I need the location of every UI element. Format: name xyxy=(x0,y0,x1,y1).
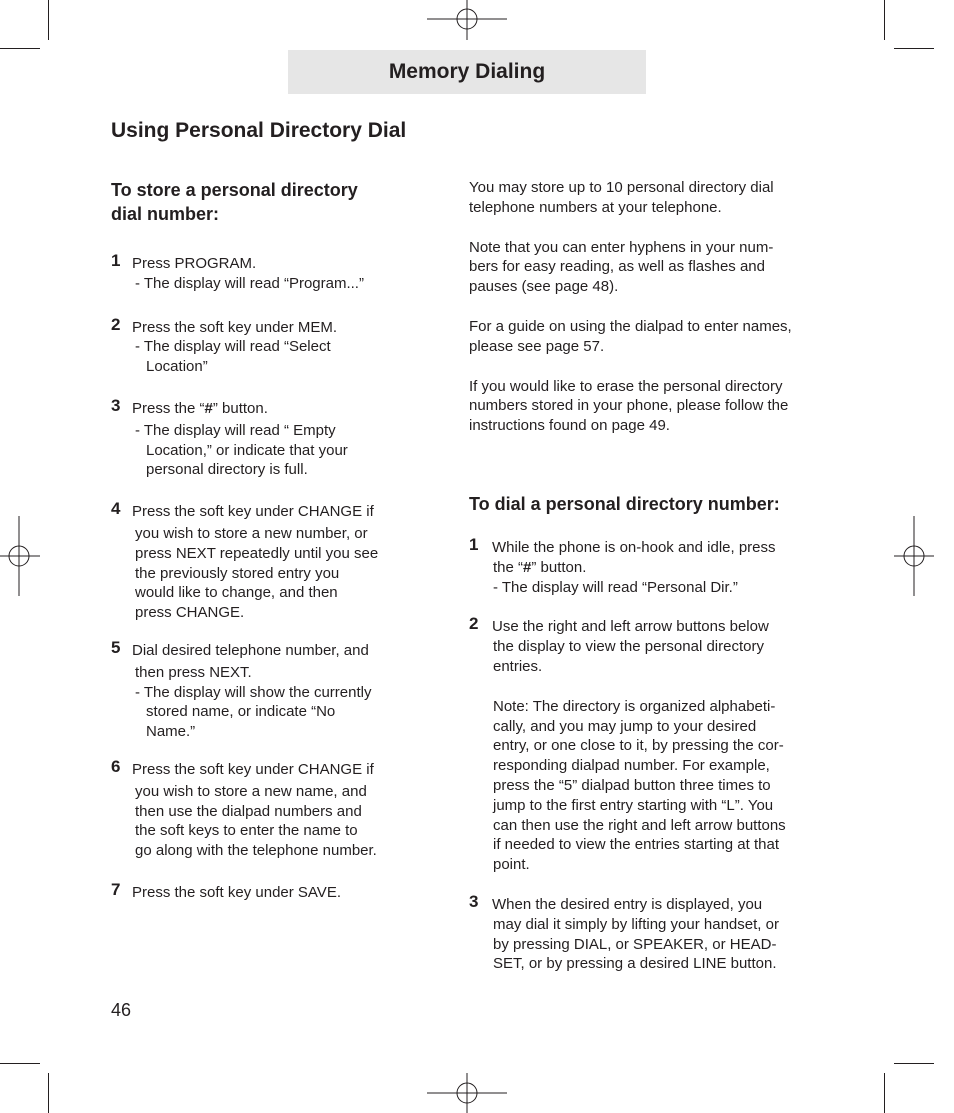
step-number: 5 xyxy=(111,637,121,657)
step-continuation xyxy=(111,524,411,623)
step-text: Dial desired telephone number, and xyxy=(132,641,369,659)
crop-mark xyxy=(894,1063,934,1064)
step-text-part: ” button. xyxy=(531,558,587,576)
para-line: bers for easy reading, as well as flashes and xyxy=(469,258,765,276)
note-line: responding dialpad number. For example, xyxy=(493,757,770,775)
step-note xyxy=(111,274,411,294)
page-title: Memory Dialing xyxy=(388,60,546,83)
step-line: the previously stored entry you xyxy=(135,564,340,582)
step-note-line: stored name, or indicate “No xyxy=(146,703,336,721)
step-line: go along with the telephone number. xyxy=(135,842,377,860)
step-note xyxy=(111,683,411,742)
dial-step-1 xyxy=(469,534,823,597)
step-number: 1 xyxy=(469,534,479,554)
store-step-3 xyxy=(111,395,411,480)
para-line: You may store up to 10 personal directory dial xyxy=(469,179,774,196)
step-line: SET, or by pressing a desired LINE button. xyxy=(493,955,777,973)
step-text: When the desired entry is displayed, you xyxy=(492,895,763,913)
step-line: you wish to store a new name, and xyxy=(135,782,367,800)
crop-mark xyxy=(48,0,49,40)
step-text: Press the soft key under CHANGE if xyxy=(132,503,374,521)
step-text-part: the “ xyxy=(493,558,524,576)
step-continuation xyxy=(469,558,823,598)
step-continuation xyxy=(469,915,823,974)
hash-key-label: # xyxy=(204,399,213,417)
store-instructions xyxy=(111,178,411,903)
hash-key-label: # xyxy=(523,558,532,576)
step-text: Press the soft key under SAVE. xyxy=(132,883,341,901)
step-text: While the phone is on-hook and idle, press xyxy=(492,538,776,556)
step-line: the display to view the personal directory xyxy=(493,638,764,656)
note-line: can then use the right and left arrow buttons xyxy=(493,816,786,834)
store-heading-line: To store a personal directory xyxy=(111,180,358,200)
crop-mark xyxy=(0,48,40,49)
note-line: Note: The directory is organized alphabeti- xyxy=(493,697,776,715)
para-line: For a guide on using the dialpad to enter names, xyxy=(469,317,792,335)
intro-paragraph xyxy=(469,178,823,218)
alphabetical-note xyxy=(469,697,823,875)
para-line: numbers stored in your phone, please follow the xyxy=(469,397,789,415)
note-line: press the “5” dialpad button three times to xyxy=(493,776,771,794)
step-line: then press NEXT. xyxy=(135,663,252,681)
note-line: cally, and you may jump to your desired xyxy=(493,717,757,735)
step-text-part: Press the “ xyxy=(132,399,205,417)
step-line: press CHANGE. xyxy=(135,604,245,622)
step-number: 2 xyxy=(469,614,479,634)
step-text-part: ” button. xyxy=(212,399,268,417)
step-line: entries. xyxy=(493,657,543,675)
step-number: 7 xyxy=(111,879,121,899)
step-note xyxy=(111,337,411,377)
erase-note xyxy=(469,377,823,436)
step-line: press NEXT repeatedly until you see xyxy=(135,544,379,562)
step-note-line: - The display will show the currently xyxy=(135,683,372,701)
step-line xyxy=(493,558,823,578)
store-step-4 xyxy=(111,499,411,623)
step-line: you wish to store a new number, or xyxy=(135,524,368,542)
intro-and-dial-instructions xyxy=(469,178,823,974)
store-step-2 xyxy=(111,314,411,377)
step-number: 3 xyxy=(111,395,121,415)
page-number: 46 xyxy=(111,1000,132,1020)
step-note-line: personal directory is full. xyxy=(146,461,308,479)
note-line: jump to the first entry starting with “L”. You xyxy=(493,796,774,814)
step-text: Use the right and left arrow buttons below xyxy=(492,618,769,636)
dial-heading: To dial a personal directory number: xyxy=(469,493,780,514)
store-heading xyxy=(111,178,411,226)
crop-mark xyxy=(884,1073,885,1113)
step-line: then use the dialpad numbers and xyxy=(135,802,362,820)
crop-mark xyxy=(48,1073,49,1113)
step-note-line: Location,” or indicate that your xyxy=(146,441,348,459)
store-step-7 xyxy=(111,879,411,903)
step-number: 4 xyxy=(111,499,121,519)
para-line: pauses (see page 48). xyxy=(469,278,619,296)
step-text xyxy=(111,399,411,419)
step-continuation xyxy=(111,782,411,861)
registration-mark-icon xyxy=(894,516,934,596)
store-heading-line: dial number: xyxy=(111,204,220,224)
para-line: please see page 57. xyxy=(469,337,605,355)
step-number: 6 xyxy=(111,756,121,776)
step-text: Press PROGRAM. xyxy=(132,255,257,272)
step-line: the soft keys to enter the name to xyxy=(135,822,358,840)
registration-mark-icon xyxy=(427,0,507,40)
note-line: point. xyxy=(493,856,530,874)
step-text: Press the soft key under CHANGE if xyxy=(132,760,374,778)
crop-mark xyxy=(884,0,885,40)
note-line: entry, or one close to it, by pressing the cor- xyxy=(493,737,784,755)
section-title: Using Personal Directory Dial xyxy=(111,119,407,142)
note-line: if needed to view the entries starting at that xyxy=(493,836,780,854)
registration-mark-icon xyxy=(0,516,40,596)
step-text: Press the soft key under MEM. xyxy=(132,318,338,336)
step-line: by pressing DIAL, or SPEAKER, or HEAD- xyxy=(493,935,777,953)
para-line: Note that you can enter hyphens in your num- xyxy=(469,238,774,256)
dial-step-3 xyxy=(469,891,823,974)
store-step-5 xyxy=(111,637,411,742)
step-note-line: Name.” xyxy=(146,723,196,741)
registration-mark-icon xyxy=(427,1073,507,1113)
step-number: 1 xyxy=(111,251,121,270)
crop-mark xyxy=(0,1063,40,1064)
step-continuation xyxy=(469,637,823,677)
step-number: 2 xyxy=(111,314,121,334)
hyphens-note xyxy=(469,238,823,297)
crop-mark xyxy=(894,48,934,49)
store-step-6 xyxy=(111,756,411,861)
step-note xyxy=(111,421,411,480)
dialpad-guide-note xyxy=(469,317,823,357)
step-note-line: - The display will read “ Empty xyxy=(135,421,336,439)
step-line: - The display will read “Personal Dir.” xyxy=(493,578,738,596)
para-line: If you would like to erase the personal directory xyxy=(469,377,783,395)
step-line: may dial it simply by lifting your handset, or xyxy=(493,915,779,933)
step-line: would like to change, and then xyxy=(135,584,338,602)
para-line: telephone numbers at your telephone. xyxy=(469,198,722,216)
step-continuation xyxy=(111,663,411,683)
store-step-1 xyxy=(111,251,411,294)
para-line: instructions found on page 49. xyxy=(469,417,670,435)
step-note-line: - The display will read “Program...” xyxy=(135,274,364,292)
step-note-line: Location” xyxy=(146,358,208,376)
dial-step-2 xyxy=(469,614,823,875)
step-number: 3 xyxy=(469,891,479,911)
step-note-line: - The display will read “Select xyxy=(135,338,331,356)
header-banner xyxy=(288,50,646,94)
